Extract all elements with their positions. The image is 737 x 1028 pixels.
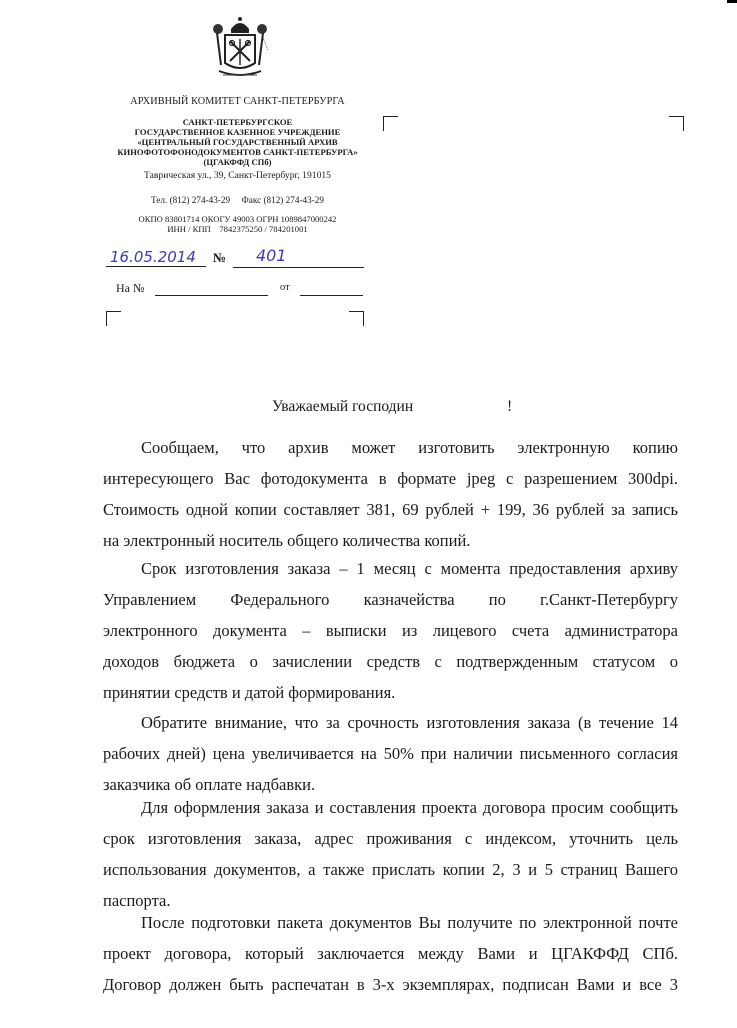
text-line: использования документов, а также прислать копии 2, 3 и 5 страниц Вашего: [103, 860, 678, 879]
date-underline: [106, 266, 206, 267]
text-line: Срок изготовления заказа – 1 месяц с момента предоставления архиву: [141, 559, 678, 578]
text-line: электронного документа – выписки из лицевого счета администратора: [103, 621, 678, 640]
outgoing-number: 401: [256, 246, 287, 265]
text-line: Для оформления заказа и составления проекта договора просим сообщить: [141, 798, 678, 817]
reply-to-number-label: На №: [116, 281, 145, 295]
text-line: паспорта.: [103, 891, 171, 910]
text-line: После подготовки пакета документов Вы получите по электронной почте: [141, 913, 678, 932]
text-line: проект договора, который заключается между Вами и ЦГАКФФД СПб.: [103, 944, 678, 963]
text-line: Обратите внимание, что за срочность изготовления заказа (в течение 14: [141, 713, 678, 732]
institution-address: Таврическая ул., 39, Санкт-Петербург, 191015: [144, 170, 331, 181]
institution-line: «ЦЕНТРАЛЬНЫЙ ГОСУДАРСТВЕННЫЙ АРХИВ: [137, 137, 338, 147]
institution-codes: ОКПО 83801714 ОКОГУ 49003 ОГРН 1089847000242: [138, 214, 337, 224]
institution-line: КИНОФОТОФОНОДОКУМЕНТОВ САНКТ-ПЕТЕРБУРГА»: [117, 147, 358, 157]
text-line: интересующего Вас фотодокумента в формате jpeg с разрешением 300dpi.: [103, 469, 678, 488]
text-line: Управлением Федерального казначейства по г.Санкт-Петербургу: [103, 590, 678, 609]
text-line: Договор должен быть распечатан в 3-х экземплярах, подписан Вами и все 3: [103, 975, 678, 994]
corner-mark-top-right: [349, 311, 364, 326]
text-line: Сообщаем, что архив может изготовить электронную копию: [141, 438, 678, 457]
number-label: №: [213, 250, 227, 265]
corner-mark-top-left: [106, 311, 121, 326]
text-line: заказчика об оплате надбавки.: [103, 775, 316, 794]
coat-of-arms-icon: [205, 15, 275, 83]
committee-name: АРХИВНЫЙ КОМИТЕТ САНКТ-ПЕТЕРБУРГА: [130, 96, 345, 107]
text-line: на электронный носитель общего количества копий.: [103, 531, 471, 550]
paragraph: [103, 707, 678, 800]
reply-to-date-line: [300, 295, 363, 296]
institution-line: ГОСУДАРСТВЕННОЕ КАЗЕННОЕ УЧРЕЖДЕНИЕ: [134, 127, 341, 137]
address-corner-mark-left: [383, 116, 398, 131]
institution-phone-fax: Тел. (812) 274-43-29 Факс (812) 274-43-29: [151, 195, 324, 205]
paragraph: [103, 792, 678, 916]
text-line: Стоимость одной копии составляет 381, 69 рублей + 199, 36 рублей за запись: [103, 500, 678, 519]
institution-abbreviation: (ЦГАКФФД СПб): [203, 157, 272, 167]
reply-to-number-line: [155, 295, 268, 296]
paragraph: [103, 907, 678, 1000]
text-line: принятии средств и датой формирования.: [103, 683, 396, 702]
paragraph: [103, 432, 678, 556]
letter-greeting: Уважаемый господин: [272, 398, 414, 415]
institution-line: САНКТ-ПЕТЕРБУРГСКОЕ: [182, 117, 293, 127]
scan-edge-mark: [727, 0, 737, 3]
reply-to-date-label: от: [280, 282, 290, 293]
institution-tax-ids: ИНН / КПП 7842375250 / 784201001: [167, 224, 308, 234]
address-corner-mark-right: [669, 116, 684, 131]
text-line: рабочих дней) цена увеличивается на 50% при наличии письменного согласия: [103, 744, 678, 763]
text-line: срок изготовления заказа, адрес проживания с индексом, уточнить цель: [103, 829, 678, 848]
outgoing-date: 16.05.2014: [110, 248, 196, 266]
number-underline: [233, 267, 364, 268]
letter-greeting-end: !: [507, 398, 513, 415]
paragraph: [103, 553, 678, 708]
text-line: доходов бюджета о зачислении средств с подтвержденным статусом о: [103, 652, 678, 671]
